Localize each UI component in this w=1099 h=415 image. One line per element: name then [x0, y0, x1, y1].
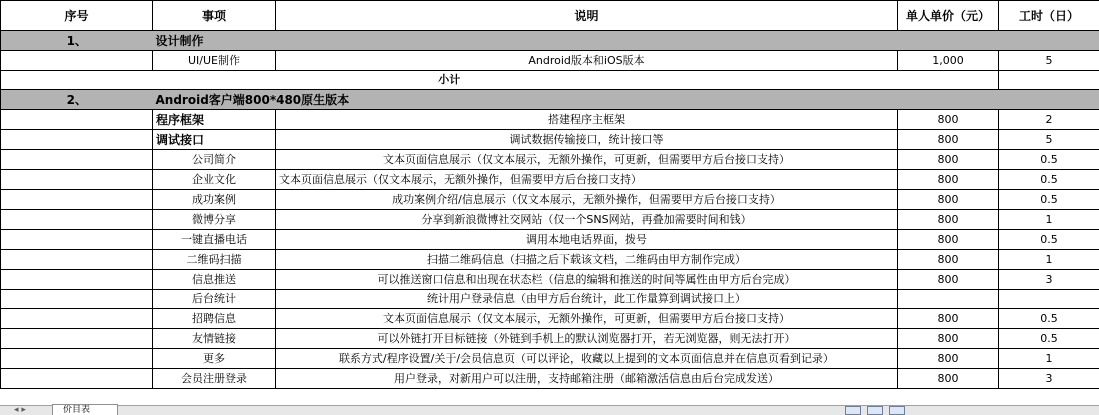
cell-days[interactable]: 1 — [999, 210, 1099, 230]
cell-no[interactable] — [1, 270, 153, 290]
table-row — [1, 51, 1099, 71]
cell-desc[interactable]: 可以外链打开目标链接（外链到手机上的默认浏览器打开，若无浏览器，则无法打开） — [276, 329, 898, 349]
cell-days[interactable]: 0.5 — [999, 150, 1099, 170]
cell-item[interactable]: UI/UE制作 — [153, 51, 276, 71]
cell-desc[interactable]: 文本页面信息展示（仅文本展示，无额外操作，可更新，但需要甲方后台接口支持） — [276, 309, 898, 329]
cell-no[interactable] — [1, 369, 153, 389]
cell-item[interactable]: 成功案例 — [153, 190, 276, 210]
cell-no[interactable] — [1, 250, 153, 270]
cell-no[interactable] — [1, 150, 153, 170]
table-row — [1, 150, 1099, 170]
table-row — [1, 290, 1099, 309]
cell-desc[interactable]: 可以推送窗口信息和出现在状态栏（信息的编辑和推送的时间等属性由甲方后台完成） — [276, 270, 898, 290]
cell-desc[interactable]: 文本页面信息展示（仅文本展示，无额外操作，可更新，但需要甲方后台接口支持） — [276, 150, 898, 170]
cell-days[interactable]: 2 — [999, 110, 1099, 130]
cell-item[interactable]: 更多 — [153, 349, 276, 369]
cell-price[interactable] — [898, 290, 999, 309]
cell-days[interactable]: 0.5 — [999, 170, 1099, 190]
cell-no[interactable] — [1, 309, 153, 329]
cell-price[interactable]: 800 — [898, 250, 999, 270]
ime-icon[interactable] — [867, 406, 883, 415]
table-row — [1, 309, 1099, 329]
table-row — [1, 349, 1099, 369]
header-days[interactable]: 工时（日） — [999, 1, 1099, 31]
table-row — [1, 130, 1099, 150]
cell-price[interactable]: 800 — [898, 230, 999, 250]
sheet-nav-arrows[interactable]: ◂ ▸ — [14, 405, 26, 415]
subtotal-row — [1, 71, 1099, 90]
cell-no[interactable] — [1, 190, 153, 210]
cell-days[interactable]: 0.5 — [999, 309, 1099, 329]
cell-no[interactable] — [1, 110, 153, 130]
cell-days[interactable]: 0.5 — [999, 329, 1099, 349]
table-row — [1, 230, 1099, 250]
cell-days[interactable] — [999, 290, 1099, 309]
cell-price[interactable]: 800 — [898, 369, 999, 389]
cell-item[interactable]: 公司简介 — [153, 150, 276, 170]
sheet-tab-bar — [0, 405, 1099, 415]
subtotal-price[interactable] — [898, 71, 999, 90]
table-row — [1, 270, 1099, 290]
subtotal-days[interactable] — [999, 71, 1099, 90]
cell-days[interactable]: 1 — [999, 250, 1099, 270]
settings-icon[interactable] — [889, 406, 905, 415]
cell-price[interactable]: 800 — [898, 130, 999, 150]
table-row — [1, 369, 1099, 389]
cell-item[interactable]: 程序框架 — [153, 110, 276, 130]
section-title[interactable]: Android客户端800*480原生版本 — [153, 90, 1099, 110]
cell-no[interactable] — [1, 51, 153, 71]
cell-desc[interactable]: 调试数据传输接口，统计接口等 — [276, 130, 898, 150]
section-row-android — [1, 90, 1099, 110]
cell-no[interactable] — [1, 210, 153, 230]
cell-item[interactable]: 友情链接 — [153, 329, 276, 349]
cell-no[interactable] — [1, 130, 153, 150]
table-row — [1, 110, 1099, 130]
table-row — [1, 170, 1099, 190]
cell-item[interactable]: 信息推送 — [153, 270, 276, 290]
cell-days[interactable]: 5 — [999, 130, 1099, 150]
header-row — [1, 1, 1099, 31]
cell-price[interactable]: 800 — [898, 210, 999, 230]
cell-days[interactable]: 1 — [999, 349, 1099, 369]
header-no[interactable]: 序号 — [1, 1, 153, 31]
cell-desc[interactable]: 调用本地电话界面，拨号 — [276, 230, 898, 250]
cell-desc[interactable]: 用户登录，对新用户可以注册，支持邮箱注册（邮箱激活信息由后台完成发送） — [276, 369, 898, 389]
table-row — [1, 190, 1099, 210]
cell-item[interactable]: 会员注册登录 — [153, 369, 276, 389]
cell-desc[interactable]: 扫描二维码信息（扫描之后下载该文档，二维码由甲方制作完成） — [276, 250, 898, 270]
status-bar-icons — [845, 406, 905, 415]
cell-desc[interactable]: 分享到新浪微博社交网站（仅一个SNS网站，再叠加需要时间和钱） — [276, 210, 898, 230]
cell-price[interactable]: 1,000 — [898, 51, 999, 71]
cell-price[interactable]: 800 — [898, 190, 999, 210]
cell-no[interactable] — [1, 349, 153, 369]
cell-item[interactable]: 企业文化 — [153, 170, 276, 190]
header-item[interactable]: 事项 — [153, 1, 276, 31]
cell-price[interactable]: 800 — [898, 150, 999, 170]
cell-item[interactable]: 调试接口 — [153, 130, 276, 150]
sheet-tab[interactable]: 价目表 — [52, 404, 118, 415]
cell-price[interactable]: 800 — [898, 170, 999, 190]
table-row — [1, 210, 1099, 230]
header-desc[interactable]: 说明 — [276, 1, 898, 31]
cell-desc[interactable]: 文本页面信息展示（仅文本展示，无额外操作，但需要甲方后台接口支持） — [276, 170, 898, 190]
cell-days[interactable]: 0.5 — [999, 190, 1099, 210]
cell-item[interactable]: 后台统计 — [153, 290, 276, 309]
section-no[interactable]: 2、 — [1, 90, 153, 110]
section-no[interactable]: 1、 — [1, 31, 153, 51]
section-row-design — [1, 31, 1099, 51]
cell-days[interactable]: 3 — [999, 270, 1099, 290]
cell-days[interactable]: 5 — [999, 51, 1099, 71]
cell-price[interactable]: 800 — [898, 110, 999, 130]
section-title[interactable]: 设计制作 — [153, 31, 1099, 51]
subtotal-label[interactable]: 小计 — [1, 71, 898, 90]
cell-price[interactable]: 800 — [898, 270, 999, 290]
cell-desc[interactable]: 搭建程序主框架 — [276, 110, 898, 130]
cell-item[interactable]: 招聘信息 — [153, 309, 276, 329]
cell-no[interactable] — [1, 230, 153, 250]
cell-no[interactable] — [1, 170, 153, 190]
cell-desc[interactable]: 成功案例介绍/信息展示（仅文本展示，无额外操作，但需要甲方后台接口支持） — [276, 190, 898, 210]
cell-item[interactable]: 二维码扫描 — [153, 250, 276, 270]
header-price[interactable]: 单人单价（元） — [898, 1, 999, 31]
cell-price[interactable]: 800 — [898, 349, 999, 369]
cell-item[interactable]: 微博分享 — [153, 210, 276, 230]
cell-price[interactable]: 800 — [898, 309, 999, 329]
cell-desc[interactable]: 联系方式/程序设置/关于/会员信息页（可以评论，收藏以上提到的文本页面信息并在信息页看到记录） — [276, 349, 898, 369]
cell-days[interactable]: 0.5 — [999, 230, 1099, 250]
cell-days[interactable]: 3 — [999, 369, 1099, 389]
cell-item[interactable]: 一键直播电话 — [153, 230, 276, 250]
view-icon[interactable] — [845, 406, 861, 415]
cell-no[interactable] — [1, 290, 153, 309]
table-row — [1, 250, 1099, 270]
cell-desc[interactable]: 统计用户登录信息（由甲方后台统计，此工作量算到调试接口上） — [276, 290, 898, 309]
cell-desc[interactable]: Android版本和iOS版本 — [276, 51, 898, 71]
cell-price[interactable]: 800 — [898, 329, 999, 349]
cell-no[interactable] — [1, 329, 153, 349]
table-row — [1, 329, 1099, 349]
